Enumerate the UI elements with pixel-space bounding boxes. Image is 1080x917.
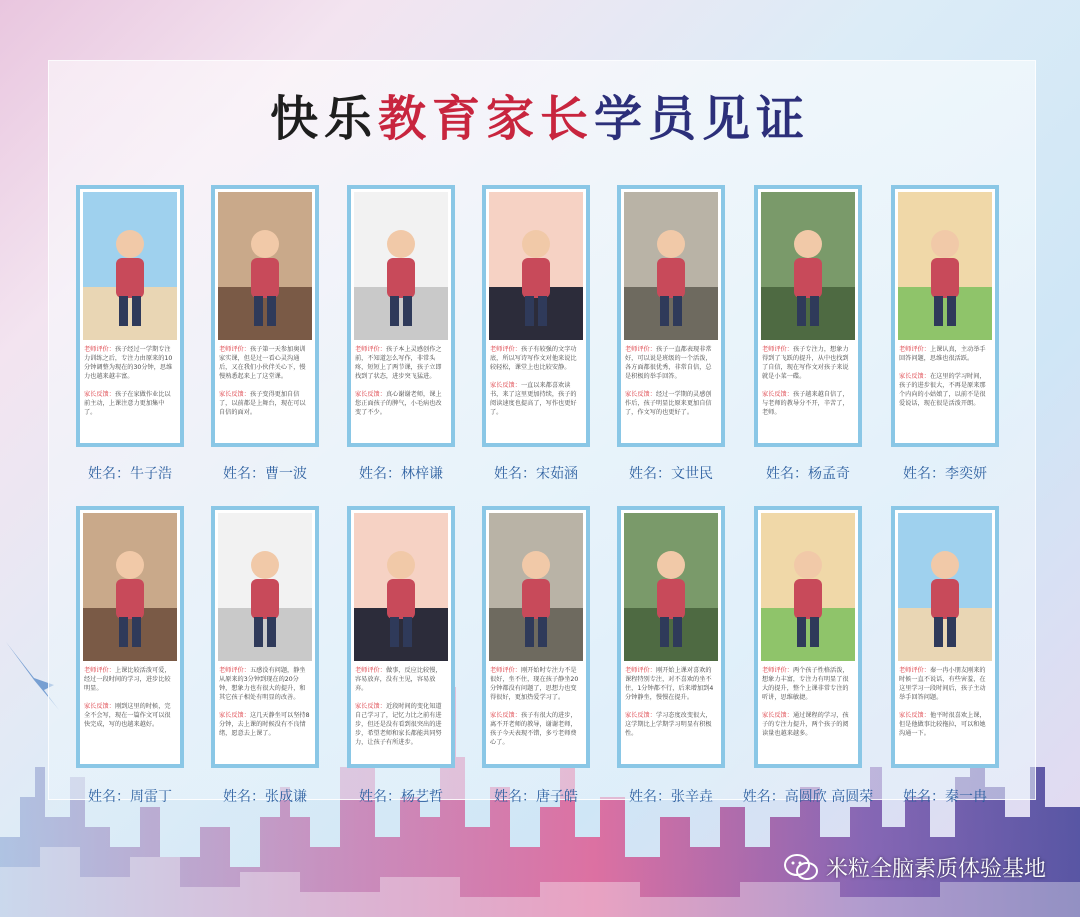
name-value: 杨孟奇 (808, 466, 850, 482)
student-name (466, 786, 606, 806)
parent-feedback-label: 家长反馈： (84, 391, 115, 398)
brand-name: 米粒全脑素质体验基地 (825, 857, 1046, 882)
student-photo (761, 192, 855, 340)
testimonial-card (347, 506, 455, 768)
name-prefix: 姓名： (629, 466, 671, 482)
student-name (331, 786, 471, 806)
name-prefix: 姓名： (88, 789, 130, 805)
parent-feedback-label: 家长反馈： (899, 712, 930, 719)
teacher-review-text: 做事，反应比较慢，容易放弃，没有主见，容易放弃。 (355, 667, 442, 692)
name-prefix: 姓名： (494, 466, 536, 482)
testimonial-text (84, 666, 176, 762)
student-name (875, 463, 1015, 483)
parent-feedback-label: 家长反馈： (490, 382, 521, 389)
testimonial-card (891, 506, 999, 768)
parent-feedback-label: 家长反馈： (219, 391, 250, 398)
student-photo (898, 513, 992, 661)
parent-feedback-text: 刚到这里的时候，完全不会写，现在一篇作文可以很快完成，写的也越来越好。 (84, 703, 171, 728)
testimonial-card (482, 506, 590, 768)
teacher-review-label: 老师评价： (625, 346, 656, 353)
testimonial-text (219, 345, 311, 441)
testimonial-card (617, 506, 725, 768)
teacher-review-text: 两个孩子性格活泼，想象力丰富，专注力有明显了很大的提升，整个上课非常专注的听讲，思维敏捷。 (762, 667, 849, 701)
teacher-review-text: 孩子专注力，想象力得到了飞跃的提升，从中也找到了自信，现在写作文对孩子来说就是小菜一碟。 (762, 346, 849, 380)
parent-feedback-text: 近段时间的变化知道自己学习了，记忆力比之前有进步，但还是没有看到很突出的进步，希望老师和家长都能共同努力，让孩子有所进步。 (355, 703, 442, 746)
student-name (60, 463, 200, 483)
teacher-review-text: 孩子第一天参加奥训家实课，但是过一看心灵沟通后，又在我们小伙伴关心下，慢慢熟悉起来上了这堂课。 (219, 346, 306, 380)
name-value: 曹一波 (265, 466, 307, 482)
name-value: 张成谦 (265, 789, 307, 805)
student-name (331, 463, 471, 483)
parent-feedback-text: 孩子在家做作业比以前主动，上课注意力更加集中了。 (84, 391, 171, 416)
testimonial-text (625, 345, 717, 441)
student-name (875, 786, 1015, 806)
teacher-review-label: 老师评价： (355, 667, 386, 674)
testimonial-card (891, 185, 999, 447)
teacher-review-text: 刚开始时专注力不是很好，坐不住，现在孩子静坐20分钟都没有问题了，思想力也变得很好，更加热爱学习了。 (490, 667, 579, 701)
testimonial-text (219, 666, 311, 762)
parent-feedback-text: 学习态度改变很大，这学期比上学期学习明显有积极性。 (625, 712, 712, 737)
teacher-review-label: 老师评价： (84, 667, 115, 674)
teacher-review-text: 孩子经过一学期专注力训练之后，专注力由原来的10分钟调整为现在的30分钟，思维力也越来越丰富。 (84, 346, 173, 380)
testimonial-card (482, 185, 590, 447)
teacher-review-label: 老师评价： (219, 667, 250, 674)
parent-feedback-text: 经过一学期的灵感创作后，孩子明显比原来更加自信了，作文写的也更好了。 (625, 391, 712, 416)
teacher-review-label: 老师评价： (355, 346, 386, 353)
name-value: 宋茹涵 (536, 466, 578, 482)
testimonial-text (899, 345, 991, 441)
teacher-review-text: 秦一冉小朋友刚来的时候一直不说话，有些害羞，在这里学习一段时间后，孩子主动举手回答问题。 (899, 667, 986, 701)
testimonial-card (617, 185, 725, 447)
name-value: 张辛垚 (671, 789, 713, 805)
teacher-review-label: 老师评价： (899, 667, 930, 674)
student-photo (489, 192, 583, 340)
name-value: 周雷丁 (130, 789, 172, 805)
student-name (466, 463, 606, 483)
name-prefix: 姓名： (223, 466, 265, 482)
student-name (60, 786, 200, 806)
student-name (601, 786, 741, 806)
name-prefix: 姓名： (494, 789, 536, 805)
student-name (738, 786, 878, 806)
title-part-2: 教育家长 (377, 91, 594, 147)
parent-feedback-text: 通过课程的学习，孩子的专注力提升，两个孩子的阅读量也越来越多。 (762, 712, 849, 737)
title-part-1: 快乐 (269, 91, 378, 147)
teacher-review-label: 老师评价： (84, 346, 115, 353)
name-prefix: 姓名： (88, 466, 130, 482)
name-prefix: 姓名： (903, 466, 945, 482)
teacher-review-label: 老师评价： (490, 346, 521, 353)
parent-feedback-label: 家长反馈： (762, 391, 793, 398)
name-prefix: 姓名： (359, 789, 401, 805)
parent-feedback-text: 孩子有很大的进步，离不开老师的教导，谢谢老师，孩子今天表现不错，多亏老师费心了。 (490, 712, 577, 746)
teacher-review-label: 老师评价： (625, 667, 656, 674)
teacher-review-label: 老师评价： (762, 667, 793, 674)
parent-feedback-text: 一直以来都喜欢读书，来了这里更加持续，孩子的阅读速度也提高了，写作也更好了。 (490, 382, 577, 416)
parent-feedback-text: 他平时很喜欢上课，但是他做事比较拖拉，可以和她沟通一下。 (899, 712, 986, 737)
testimonial-text (355, 666, 447, 762)
parent-feedback-text: 孩子变得更加自信了，以前都是上舞台，现在可以自信的面对。 (219, 391, 306, 416)
testimonial-text (490, 666, 582, 762)
name-prefix: 姓名： (359, 466, 401, 482)
student-name (738, 463, 878, 483)
student-name (195, 463, 335, 483)
student-name (195, 786, 335, 806)
teacher-review-label: 老师评价： (490, 667, 521, 674)
parent-feedback-label: 家长反馈： (625, 391, 656, 398)
teacher-review-text: 孩子本上灵感创作之前，不知道怎么写作，非常头疼，短短上了两节课，孩子立即找到了状态，进步突飞猛进。 (355, 346, 442, 380)
teacher-review-label: 老师评价： (762, 346, 793, 353)
name-prefix: 姓名： (629, 789, 671, 805)
testimonial-text (899, 666, 991, 762)
student-photo (898, 192, 992, 340)
teacher-review-text: 五感没有问题，静坐从原来的3分钟到现在的20分钟，想象力也有很大的提升，和其它孩子相处有明显的改善。 (219, 667, 306, 701)
parent-feedback-text: 在这里的学习时间，孩子的进步很大，不再是原来那个内向的小姑娘了，以前不是很爱说话，现在很是活泼开朗。 (899, 373, 986, 407)
teacher-review-text: 孩子一直都表现非常好，可以说是班级的一个活泼，各方面都很优秀，非常自信，总是积极的举手回答。 (625, 346, 712, 380)
teacher-review-label: 老师评价： (899, 346, 930, 353)
student-photo (83, 192, 177, 340)
name-value: 李奕妍 (945, 466, 987, 482)
student-photo (218, 513, 312, 661)
testimonial-text (490, 345, 582, 441)
student-photo (354, 513, 448, 661)
parent-feedback-text: 真心谢谢老师，课上您正面孩子的脾气，小毛病也改变了不少。 (355, 391, 442, 416)
name-prefix: 姓名： (903, 789, 945, 805)
testimonial-card (76, 185, 184, 447)
teacher-review-text: 孩子有较强的文字功底，所以写诗写作文对他来说比较轻松，课堂上也比较安静。 (490, 346, 577, 371)
testimonial-card (211, 185, 319, 447)
name-value: 文世民 (671, 466, 713, 482)
student-photo (761, 513, 855, 661)
parent-feedback-label: 家长反馈： (219, 712, 250, 719)
testimonial-card (347, 185, 455, 447)
title-part-3: 学员见证 (594, 91, 811, 147)
parent-feedback-label: 家长反馈： (625, 712, 656, 719)
name-prefix: 姓名： (766, 466, 808, 482)
parent-feedback-label: 家长反馈： (355, 391, 386, 398)
student-photo (624, 513, 718, 661)
testimonial-text (84, 345, 176, 441)
testimonial-text (355, 345, 447, 441)
name-value: 高圆欣 高圆荣 (784, 789, 874, 805)
student-photo (354, 192, 448, 340)
testimonial-card (754, 185, 862, 447)
testimonial-text (762, 666, 854, 762)
name-value: 唐子皓 (536, 789, 578, 805)
parent-feedback-text: 孩子越来越自信了，与老师的教导分不开，辛苦了，老师。 (762, 391, 849, 416)
page-title (0, 80, 1080, 149)
parent-feedback-label: 家长反馈： (355, 703, 386, 710)
testimonial-text (625, 666, 717, 762)
name-prefix: 姓名： (223, 789, 265, 805)
teacher-review-label: 老师评价： (219, 346, 250, 353)
student-photo (624, 192, 718, 340)
name-prefix: 姓名： (742, 789, 785, 805)
name-value: 杨艺哲 (401, 789, 443, 805)
parent-feedback-label: 家长反馈： (899, 373, 930, 380)
teacher-review-text: 上课认真，主动举手回答问题，思维也很活跃。 (899, 346, 986, 362)
brand-footer (784, 852, 1046, 883)
student-name (601, 463, 741, 483)
teacher-review-text: 上课比较活泼可爱，经过一段时间的学习，进步比较明显。 (84, 667, 171, 692)
parent-feedback-label: 家长反馈： (762, 712, 793, 719)
teacher-review-text: 刚开始上课对喜欢的课程特别专注，对不喜欢的坐不住，1分钟都不行，后来增加到4分钟静坐，慢慢在提升。 (625, 667, 714, 701)
testimonial-card (754, 506, 862, 768)
parent-feedback-text: 这几天静坐可以坚持8分钟，去上课的时候没有不良情绪，愿意去上课了。 (219, 712, 310, 737)
parent-feedback-label: 家长反馈： (84, 703, 115, 710)
wechat-icon (784, 854, 818, 882)
student-photo (489, 513, 583, 661)
name-value: 牛子浩 (130, 466, 172, 482)
testimonial-text (762, 345, 854, 441)
testimonial-card (211, 506, 319, 768)
name-value: 林梓谦 (401, 466, 443, 482)
student-photo (83, 513, 177, 661)
parent-feedback-label: 家长反馈： (490, 712, 521, 719)
testimonial-card (76, 506, 184, 768)
student-photo (218, 192, 312, 340)
name-value: 秦一冉 (945, 789, 987, 805)
